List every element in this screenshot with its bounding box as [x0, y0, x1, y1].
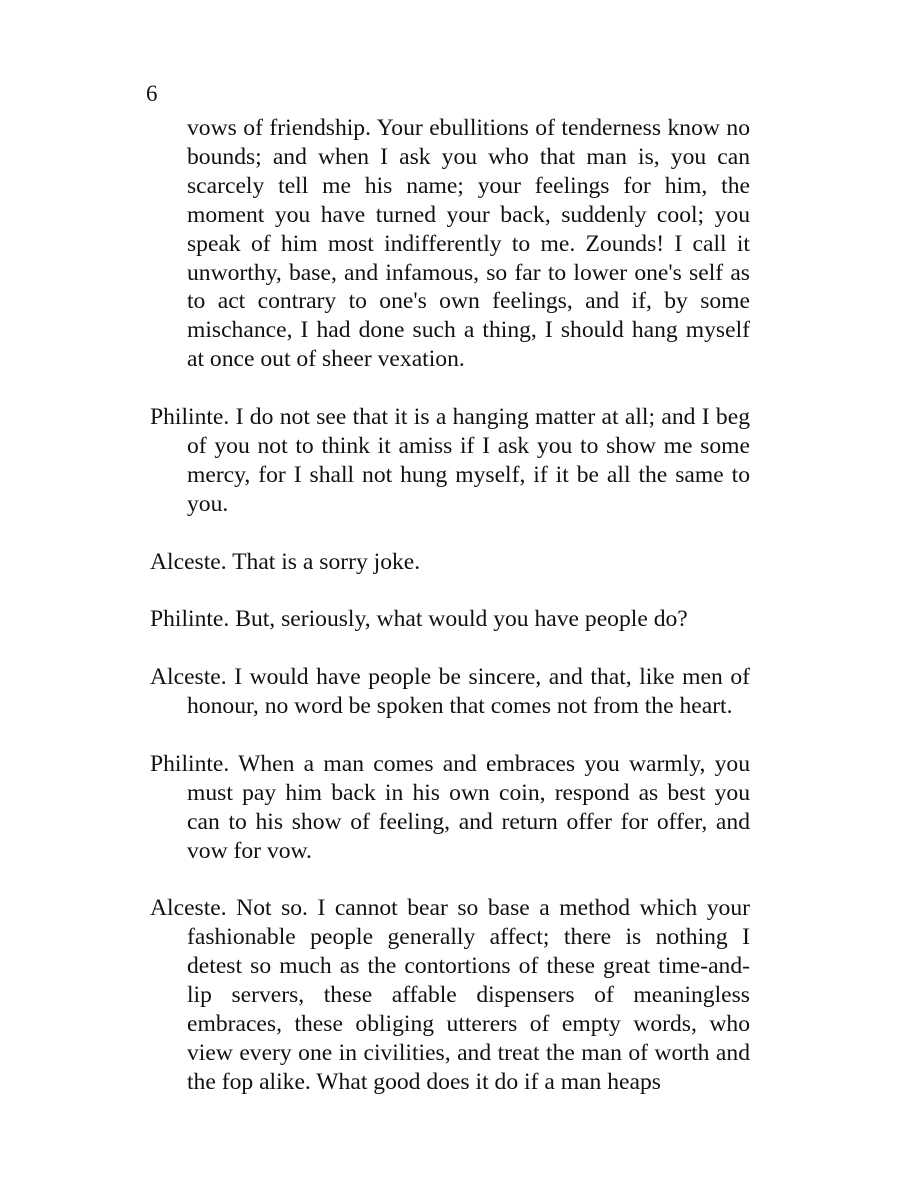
speech-philinte-1: Philinte. I do not see that it is a hanging matter at all; and I beg of you not to think it amiss if I ask you to show me some mercy, for I shall not hung myself, if it be all the same to you.	[150, 404, 750, 517]
speech-alceste-3: Alceste. Not so. I cannot bear so base a method which your fashionable people generally affect; there is nothing I detest so much as the contortions of these great time-and-lip servers, these affable dispensers of meaningless embraces, these obliging utterers of empty words, who view every one in civilities, and treat the man of worth and the fop alike. What good does it do if a man heaps	[150, 895, 750, 1095]
speech-philinte-2: Philinte. But, seriously, what would you have people do?	[150, 606, 688, 633]
page-number: 6	[146, 81, 158, 106]
paragraph-continuation: vows of friendship. Your ebullitions of tenderness know no bounds; and when I ask you who that man is, you can scarcely tell me his name; your feelings for him, the moment you have turned your back, suddenly cool; you speak of him most indifferently to me. Zounds! I call it unworthy, base, and infamous, so far to lower one's self as to act contrary to one's own feelings, and if, by some mischance, I had done such a thing, I should hang myself at once out of sheer vexation.	[187, 115, 750, 373]
speech-alceste-1: Alceste. That is a sorry joke.	[150, 548, 421, 575]
speech-alceste-2: Alceste. I would have people be sincere, and that, like men of honour, no word be spoken that comes not from the heart.	[150, 664, 750, 720]
speech-philinte-3: Philinte. When a man comes and embraces you warmly, you must pay him back in his own coin, respond as best you can to his show of feeling, and return offer for offer, and vow for vow.	[150, 750, 750, 864]
page-body	[150, 114, 750, 1097]
